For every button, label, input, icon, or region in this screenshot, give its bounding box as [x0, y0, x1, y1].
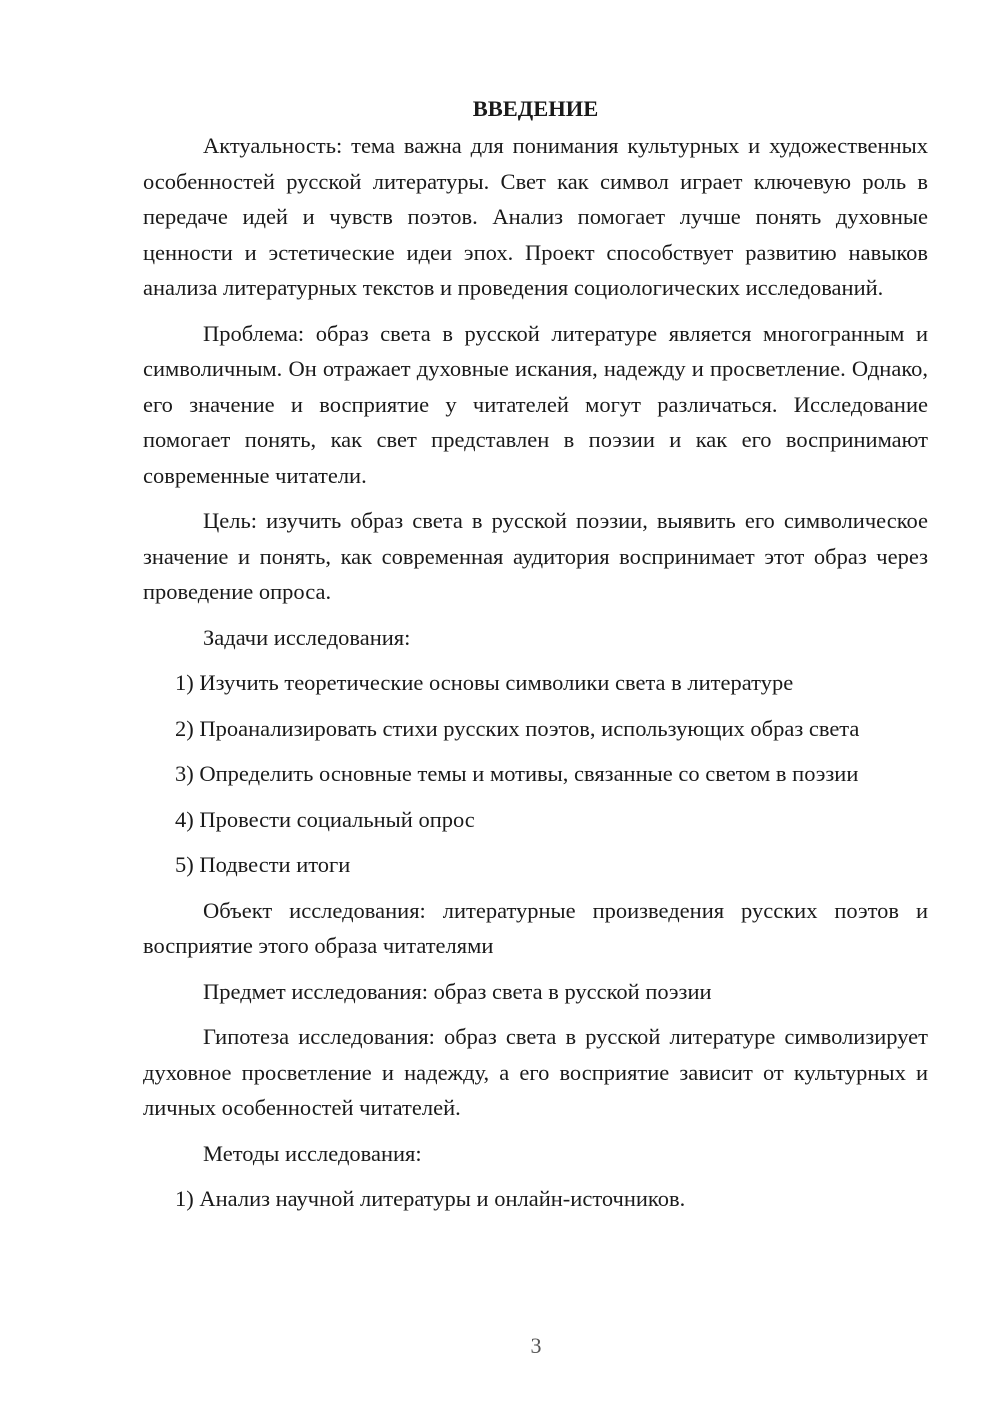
hypothesis-paragraph: Гипотеза исследования: образ света в русской литературе символизирует духовное просветление и надежду, а его восприятие зависит от культурных и личных особенностей читателей.	[143, 1024, 928, 1120]
problem-paragraph: Проблема: образ света в русской литературе является многогранным и символичным. Он отражает духовные искания, надежду и просветление. Однако, его значение и восприятие у читателей могут различаться. Исследование помогает понять, как свет представлен в поэзии и как его воспринимают современные читатели.	[143, 320, 928, 488]
page-number: 3	[530, 1333, 542, 1358]
task-item: 4) Провести социальный опрос	[175, 806, 475, 832]
page-title: ВВЕДЕНИЕ	[472, 96, 599, 121]
method-item: 1) Анализ научной литературы и онлайн-источников.	[175, 1186, 686, 1211]
subject-paragraph: Предмет исследования: образ света в русской поэзии	[203, 978, 712, 1004]
page-content	[143, 90, 928, 1227]
methods-heading: Методы исследования:	[203, 1140, 422, 1166]
tasks-heading: Задачи исследования:	[203, 624, 411, 650]
task-item: 1) Изучить теоретические основы символики света в литературе	[175, 670, 794, 695]
task-item: 2) Проанализировать стихи русских поэтов, использующих образ света	[175, 715, 860, 741]
task-item: 3) Определить основные темы и мотивы, связанные со светом в поэзии	[175, 761, 859, 786]
relevance-paragraph: Актуальность: тема важна для понимания культурных и художественных особенностей русской литературы. Свет как символ играет ключевую роль в передаче идей и чувств поэтов. Анализ помогает лучше понять духовные ценности и эстетические идеи эпох. Проект способствует развитию навыков анализа литературных текстов и проведения социологических исследований.	[143, 133, 928, 300]
task-item: 5) Подвести итоги	[175, 852, 351, 877]
object-paragraph: Объект исследования: литературные произведения русских поэтов и восприятие этого образа читателями	[143, 897, 928, 958]
goal-paragraph: Цель: изучить образ света в русской поэзии, выявить его символическое значение и понять, как современная аудитория воспринимает этот образ через проведение опроса.	[143, 508, 928, 604]
